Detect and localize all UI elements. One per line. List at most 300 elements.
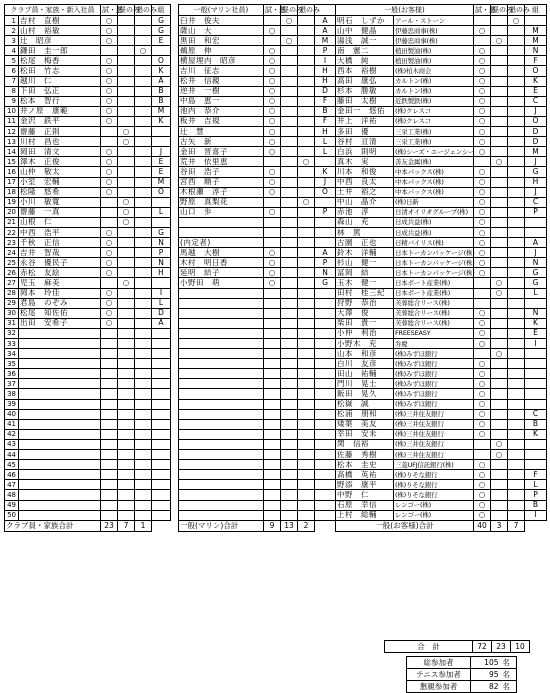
group-letter xyxy=(152,217,171,227)
table-row xyxy=(5,409,171,419)
party-only-mark xyxy=(508,308,525,318)
tennis-and-party-mark xyxy=(474,439,491,449)
party-only-mark xyxy=(135,369,152,379)
member-name xyxy=(19,379,101,389)
blank-cell xyxy=(315,520,336,531)
header-cell: 組 xyxy=(152,5,171,16)
guest-name: 門川 晃士 xyxy=(336,379,394,389)
party-attendees-value: 82 xyxy=(471,681,501,693)
lunch-only-mark xyxy=(281,389,298,399)
tennis-and-party-mark: ○ xyxy=(474,46,491,56)
tennis-and-party-mark: ○ xyxy=(474,66,491,76)
member-name xyxy=(19,359,101,369)
row-number: 20 xyxy=(5,207,19,217)
total-label: クラブ員・家族合計 xyxy=(5,520,101,531)
tennis-and-party-mark xyxy=(264,429,281,439)
header-cell: 懇のみ xyxy=(299,6,320,14)
header-cell: 昼のみ xyxy=(282,6,303,14)
group-letter xyxy=(315,460,336,470)
table-row xyxy=(336,439,547,449)
tennis-and-party-mark xyxy=(101,510,118,520)
company-name: (株)三井住友銀行 xyxy=(394,429,474,439)
guest-name: 杉本 勝敏 xyxy=(336,86,394,96)
group-letter: N xyxy=(525,308,547,318)
table-row xyxy=(336,36,547,46)
group-letter: M xyxy=(525,26,547,36)
lunch-only-mark xyxy=(118,298,135,308)
tennis-and-party-mark: ○ xyxy=(264,177,281,187)
table-row xyxy=(336,106,547,116)
group-letter xyxy=(152,46,171,56)
group-letter: H xyxy=(315,76,336,86)
company-name: (株)三井住友銀行 xyxy=(394,419,474,429)
table-row xyxy=(5,278,171,288)
party-only-mark xyxy=(298,268,315,278)
tennis-and-party-mark: ○ xyxy=(474,177,491,187)
table-row xyxy=(179,349,336,359)
tennis-and-party-mark: ○ xyxy=(101,66,118,76)
lunch-only-mark xyxy=(118,157,135,167)
table-row xyxy=(5,66,171,76)
lunch-only-mark xyxy=(281,217,298,227)
table-row xyxy=(336,419,547,429)
company-name: (株)クレスコ xyxy=(394,116,474,126)
tennis-and-party-mark: ○ xyxy=(474,56,491,66)
tennis-and-party-mark: ○ xyxy=(264,26,281,36)
table-row xyxy=(336,490,547,500)
unit: 名 xyxy=(501,669,517,681)
party-only-mark xyxy=(508,197,525,207)
member-name xyxy=(19,490,101,500)
company-name: 日本ポート産業(株) xyxy=(394,288,474,298)
table-row xyxy=(179,127,336,137)
table-row xyxy=(336,137,547,147)
group-letter xyxy=(152,127,171,137)
guest-name: 佐藤 秀樹 xyxy=(336,450,394,460)
member-name: 小室 宏輔 xyxy=(19,177,101,187)
table-row xyxy=(179,359,336,369)
table-row xyxy=(5,369,171,379)
company-name: (株)シーズ・エージェンシー xyxy=(395,147,475,156)
row-number: 29 xyxy=(5,298,19,308)
lunch-only-mark xyxy=(281,379,298,389)
lunch-only-mark: ○ xyxy=(281,16,298,26)
party-only-mark xyxy=(298,298,315,308)
party-only-mark xyxy=(298,167,315,177)
tennis-and-party-mark: ○ xyxy=(101,308,118,318)
party-only-mark xyxy=(135,490,152,500)
lunch-only-mark xyxy=(118,318,135,328)
tennis-and-party-mark xyxy=(264,238,281,248)
tennis-and-party-mark: ○ xyxy=(474,207,491,217)
member-name xyxy=(19,460,101,470)
member-name: 井ノ原 康範 xyxy=(19,106,101,116)
table-row xyxy=(336,429,547,439)
member-name: 山村 裕敏 xyxy=(19,26,101,36)
lunch-only-mark xyxy=(491,177,508,187)
member-name xyxy=(179,349,264,359)
tennis-and-party-mark: ○ xyxy=(474,490,491,500)
tennis-and-party-mark xyxy=(264,16,281,26)
table-row xyxy=(5,177,171,187)
lunch-only-mark xyxy=(491,419,508,429)
marine-staff-table xyxy=(178,4,336,532)
row-number: 27 xyxy=(5,278,19,288)
row-number: 2 xyxy=(5,26,19,36)
party-only-mark xyxy=(135,439,152,449)
group-letter: L xyxy=(152,207,171,217)
party-only-mark xyxy=(135,56,152,66)
lunch-only-mark xyxy=(118,379,135,389)
group-letter: M xyxy=(152,106,171,116)
tennis-and-party-mark: ○ xyxy=(264,127,281,137)
tennis-and-party-mark: ○ xyxy=(264,268,281,278)
member-name: 金沢 鉄平 xyxy=(19,116,101,126)
party-only-mark: ○ xyxy=(508,16,525,26)
party-only-mark xyxy=(298,207,315,217)
group-letter xyxy=(152,480,171,490)
group-letter: J xyxy=(525,187,547,197)
group-letter: J xyxy=(152,147,171,157)
group-letter: P xyxy=(315,46,336,56)
lunch-only-mark xyxy=(118,36,135,46)
member-name: 小川 敏寛 xyxy=(19,197,101,207)
tennis-and-party-mark xyxy=(264,409,281,419)
tennis-and-party-mark xyxy=(101,480,118,490)
lunch-only-mark xyxy=(118,470,135,480)
group-letter: O xyxy=(315,187,336,197)
row-number: 10 xyxy=(5,106,19,116)
group-letter: D xyxy=(315,86,336,96)
lunch-only-mark xyxy=(281,26,298,36)
table-row xyxy=(179,429,336,439)
group-letter: M xyxy=(525,147,547,157)
tennis-and-party-mark: ○ xyxy=(474,399,491,409)
group-letter: J xyxy=(315,177,336,187)
group-letter: K xyxy=(315,167,336,177)
guest-name: 小野木 充 xyxy=(336,339,394,349)
group-letter xyxy=(315,308,336,318)
company-name: (株)クレスコ xyxy=(394,106,474,116)
company-name: (株)みずほ銀行 xyxy=(394,389,474,399)
tennis-and-party-mark: ○ xyxy=(474,258,491,268)
table-row xyxy=(5,227,171,237)
lunch-only-mark: ○ xyxy=(118,197,135,207)
party-only-mark xyxy=(508,227,525,237)
party-only-mark xyxy=(135,278,152,288)
guest-name: 林 篤 xyxy=(336,227,394,237)
guest-name: 松本 圭史 xyxy=(336,460,394,470)
guest-name: 赤池 淳 xyxy=(336,207,394,217)
group-letter xyxy=(525,399,547,409)
table-row xyxy=(179,460,336,470)
table-row xyxy=(336,470,547,480)
group-letter: J xyxy=(525,248,547,258)
row-number: 31 xyxy=(5,318,19,328)
member-name: 谷田 浩子 xyxy=(179,167,264,177)
tennis-and-party-mark xyxy=(264,328,281,338)
member-name: 児玉 麻美 xyxy=(19,278,101,288)
table-row xyxy=(5,480,171,490)
tennis-and-party-mark: ○ xyxy=(474,248,491,258)
lunch-only-mark xyxy=(118,96,135,106)
company-name: 伊藤忠商事(株) xyxy=(394,36,474,46)
company-name: 日本トーカンパッケージ(株) xyxy=(395,258,475,267)
party-only-mark xyxy=(298,460,315,470)
group-letter: I xyxy=(525,510,547,520)
table-row xyxy=(336,127,547,137)
table-row xyxy=(179,419,336,429)
party-only-mark xyxy=(135,248,152,258)
group-letter: B xyxy=(152,96,171,106)
tennis-and-party-mark: ○ xyxy=(474,460,491,470)
tennis-and-party-mark xyxy=(101,500,118,510)
group-letter: H xyxy=(525,177,547,187)
table-row xyxy=(336,510,547,520)
row-number: 17 xyxy=(5,177,19,187)
party-only-mark xyxy=(298,238,315,248)
row-number: 35 xyxy=(5,359,19,369)
party-only-mark: ○ xyxy=(135,46,152,56)
group-letter xyxy=(152,399,171,409)
party-only-mark xyxy=(508,278,525,288)
party-only-mark xyxy=(508,470,525,480)
member-name: 川村 昌也 xyxy=(19,137,101,147)
table-row xyxy=(179,480,336,490)
company-name: 植田製油(株) xyxy=(394,46,474,56)
table-row xyxy=(336,480,547,490)
tennis-and-party-mark: ○ xyxy=(264,66,281,76)
tennis-and-party-mark xyxy=(264,399,281,409)
lunch-only-mark: ○ xyxy=(118,137,135,147)
group-letter xyxy=(152,429,171,439)
member-name: 宮西 順子 xyxy=(179,177,264,187)
tennis-and-party-mark: ○ xyxy=(101,157,118,167)
member-name: (内定者) xyxy=(179,238,264,248)
tennis-and-party-mark xyxy=(264,227,281,237)
row-number: 47 xyxy=(5,480,19,490)
lunch-only-mark: ○ xyxy=(491,278,508,288)
party-only-mark xyxy=(298,278,315,288)
lunch-only-mark xyxy=(281,339,298,349)
tennis-and-party-mark xyxy=(264,197,281,207)
party-only-mark xyxy=(298,439,315,449)
table-row xyxy=(179,36,336,46)
tennis-and-party-mark xyxy=(101,278,118,288)
total-label: 一般(マリン)合計 xyxy=(179,520,264,531)
table-row xyxy=(336,298,547,308)
row-number: 38 xyxy=(5,389,19,399)
group-letter xyxy=(315,490,336,500)
grand-total-lunch: 23 xyxy=(492,641,511,653)
table-row xyxy=(179,147,336,157)
tennis-and-party-mark: ○ xyxy=(264,56,281,66)
table-row xyxy=(5,349,171,359)
tennis-and-party-mark: ○ xyxy=(474,308,491,318)
group-letter: F xyxy=(525,56,547,66)
lunch-only-mark xyxy=(281,500,298,510)
party-only-mark xyxy=(298,248,315,258)
unit: 名 xyxy=(501,657,517,669)
group-letter xyxy=(315,399,336,409)
group-letter: B xyxy=(525,500,547,510)
lunch-only-mark xyxy=(281,157,298,167)
tennis-and-party-mark xyxy=(474,298,491,308)
member-name: 吉村 直樹 xyxy=(19,16,101,26)
lunch-only-mark xyxy=(118,480,135,490)
tennis-and-party-mark: ○ xyxy=(101,106,118,116)
member-name: 松井 信親 xyxy=(179,76,264,86)
tennis-and-party-mark xyxy=(264,480,281,490)
party-only-mark xyxy=(135,419,152,429)
lunch-only-mark xyxy=(118,116,135,126)
table-row xyxy=(179,318,336,328)
member-name: 鎌田 圭一郎 xyxy=(19,46,101,56)
party-only-mark xyxy=(135,96,152,106)
tennis-and-party-mark: ○ xyxy=(474,26,491,36)
table-row xyxy=(5,470,171,480)
total-attendees-value: 105 xyxy=(471,657,501,669)
tennis-and-party-mark: ○ xyxy=(264,167,281,177)
total-value: 1 xyxy=(135,520,152,531)
lunch-only-mark xyxy=(118,308,135,318)
tennis-and-party-mark xyxy=(264,379,281,389)
total-row xyxy=(336,520,547,531)
party-only-mark xyxy=(508,217,525,227)
tennis-and-party-mark: ○ xyxy=(474,318,491,328)
tennis-and-party-mark: ○ xyxy=(474,86,491,96)
tennis-and-party-mark xyxy=(101,217,118,227)
lunch-only-mark xyxy=(281,147,298,157)
grand-total-table xyxy=(384,640,530,653)
table-row xyxy=(179,278,336,288)
party-only-mark xyxy=(135,359,152,369)
party-only-mark xyxy=(298,258,315,268)
tennis-and-party-mark: ○ xyxy=(264,258,281,268)
group-letter xyxy=(525,450,547,460)
row-number: 34 xyxy=(5,349,19,359)
party-only-mark xyxy=(135,379,152,389)
tennis-and-party-mark: ○ xyxy=(101,86,118,96)
group-letter xyxy=(315,349,336,359)
guest-name: 小仲 利治 xyxy=(336,328,394,338)
party-only-mark xyxy=(135,450,152,460)
guest-name: 幸田 安未 xyxy=(336,429,394,439)
member-name: 千秋 正信 xyxy=(19,238,101,248)
party-only-mark xyxy=(135,349,152,359)
table-row xyxy=(179,116,336,126)
table-row xyxy=(336,258,547,268)
lunch-only-mark xyxy=(281,308,298,318)
lunch-only-mark xyxy=(281,268,298,278)
party-only-mark xyxy=(135,389,152,399)
guest-name: 中野 仁 xyxy=(336,490,394,500)
member-name: 中西 浩平 xyxy=(19,227,101,237)
group-letter xyxy=(315,227,336,237)
member-name: 横屋埋内 昭彦 xyxy=(179,56,264,66)
party-only-mark xyxy=(298,379,315,389)
table-row xyxy=(179,26,336,36)
party-only-mark xyxy=(135,86,152,96)
total-value: 2 xyxy=(298,520,315,531)
lunch-only-mark xyxy=(491,399,508,409)
tennis-and-party-mark xyxy=(474,157,491,167)
group-letter: P xyxy=(525,207,547,217)
table-row xyxy=(5,238,171,248)
table-row xyxy=(179,258,336,268)
company-name: 伊藤忠商事(株) xyxy=(394,26,474,36)
tennis-and-party-mark: ○ xyxy=(101,258,118,268)
party-only-mark xyxy=(135,106,152,116)
guest-name: 真木 実 xyxy=(336,157,394,167)
member-name: 古矢 新 xyxy=(179,137,264,147)
table-row xyxy=(336,460,547,470)
table-row xyxy=(5,429,171,439)
lunch-only-mark xyxy=(491,238,508,248)
party-only-mark xyxy=(508,480,525,490)
lunch-only-mark: ○ xyxy=(491,157,508,167)
lunch-only-mark xyxy=(281,96,298,106)
tennis-and-party-mark xyxy=(474,36,491,46)
group-letter xyxy=(315,359,336,369)
row-number: 50 xyxy=(5,510,19,520)
tennis-and-party-mark: ○ xyxy=(474,217,491,227)
company-name: 芙蓉総合リース(株) xyxy=(394,298,474,308)
group-letter xyxy=(152,197,171,207)
party-only-mark xyxy=(298,429,315,439)
group-letter: A xyxy=(152,76,171,86)
party-only-mark xyxy=(298,137,315,147)
lunch-only-mark xyxy=(118,460,135,470)
lunch-only-mark xyxy=(491,56,508,66)
table-row xyxy=(5,56,171,66)
table-row xyxy=(179,187,336,197)
member-name: 中島 恵一 xyxy=(179,96,264,106)
member-name: 下田 弘正 xyxy=(19,86,101,96)
lunch-only-mark xyxy=(118,439,135,449)
member-name xyxy=(19,429,101,439)
guest-name: 柴田 貴一 xyxy=(336,318,394,328)
table-row xyxy=(336,147,547,157)
party-only-mark xyxy=(508,46,525,56)
member-name: 辻 昭彦 xyxy=(19,36,101,46)
lunch-only-mark xyxy=(491,308,508,318)
company-name: (株)みずほ銀行 xyxy=(394,369,474,379)
tennis-and-party-mark: ○ xyxy=(264,137,281,147)
group-letter: E xyxy=(152,36,171,46)
party-only-mark xyxy=(508,56,525,66)
lunch-only-mark xyxy=(118,268,135,278)
party-only-mark xyxy=(298,500,315,510)
header-cell: 試・懇 xyxy=(265,6,286,14)
tennis-and-party-mark xyxy=(474,450,491,460)
table-row xyxy=(336,379,547,389)
tennis-attendees-label: テニス参加者 xyxy=(407,669,471,681)
lunch-only-mark xyxy=(491,76,508,86)
tennis-and-party-mark xyxy=(264,36,281,46)
group-letter xyxy=(525,389,547,399)
row-number: 48 xyxy=(5,490,19,500)
tennis-and-party-mark: ○ xyxy=(101,268,118,278)
group-letter xyxy=(315,470,336,480)
tennis-and-party-mark xyxy=(264,490,281,500)
total-value: 23 xyxy=(101,520,118,531)
guest-name: 白川 友彦 xyxy=(336,359,394,369)
group-letter xyxy=(315,379,336,389)
member-name: 赤松 友絵 xyxy=(19,268,101,278)
table-row xyxy=(336,217,547,227)
guest-name: 金田一 悠佑 xyxy=(336,106,394,116)
